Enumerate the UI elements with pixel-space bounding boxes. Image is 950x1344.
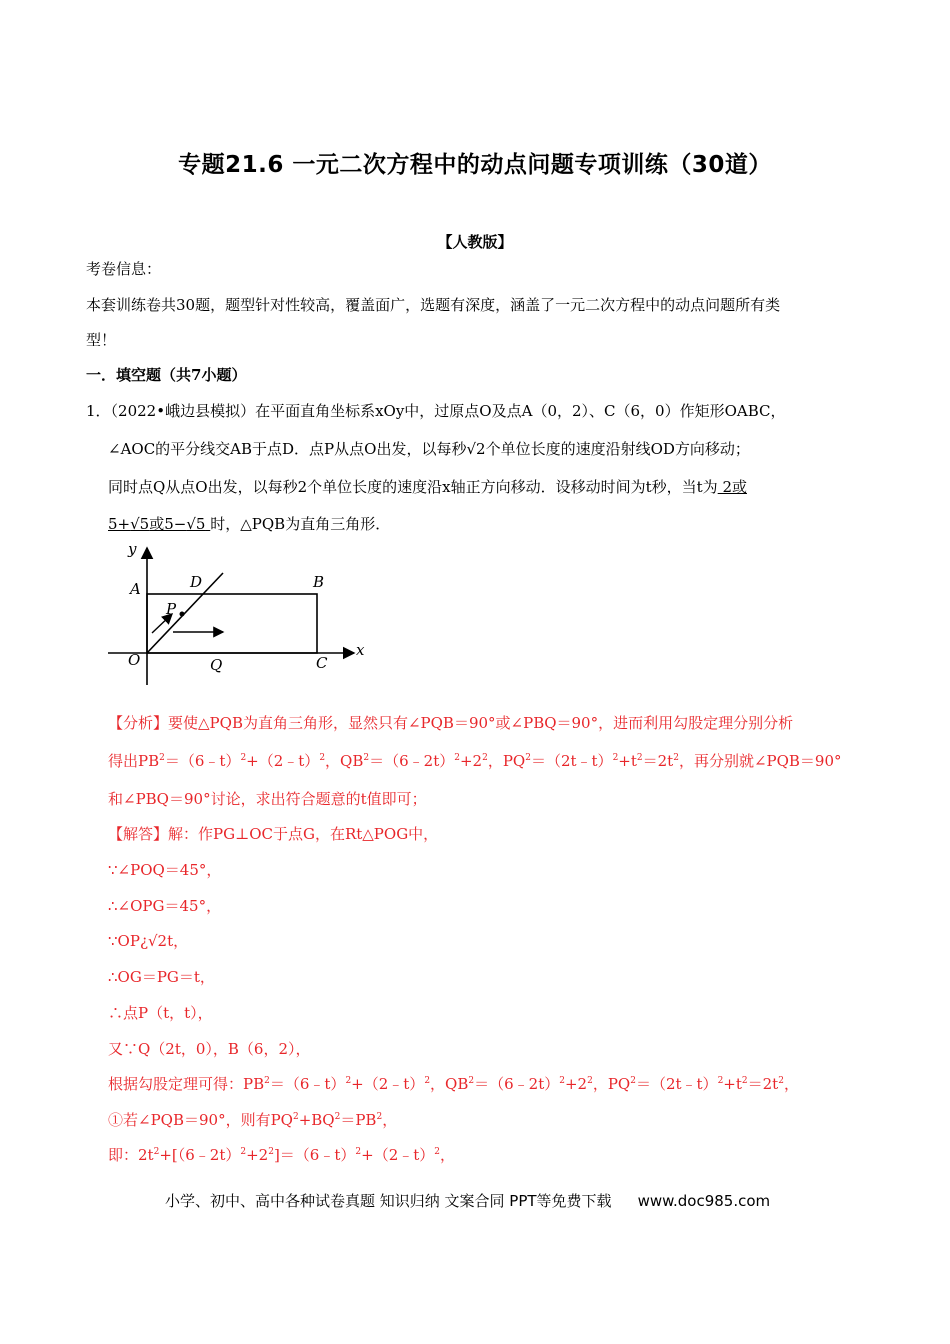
- question-source: （2022•峨边县模拟）: [110, 402, 256, 420]
- analysis-line-2: 得出$PB^2=(6﹣t)^2+(2﹣t)^2$，$QB^2=(6﹣2t)^2+2^2$，$PQ^2=(2t﹣t)^2+t^2=2t^2$，再分别就∠PQB＝90°: [108, 752, 842, 770]
- label-O: O: [128, 651, 141, 669]
- answer-blank-part-1: 2或: [717, 478, 747, 496]
- label-D: D: [190, 573, 203, 591]
- solution-line-4: ∵OP¿√2t，: [108, 932, 189, 950]
- page-footer: [165, 1190, 770, 1211]
- footer-text: 小学、初中、高中各种试卷真题 知识归纳 文案合同 PPT等免费下载: [165, 1192, 612, 1210]
- solution-line-8: 根据勾股定理可得：$PB^2=(6﹣t)^2+(2﹣t)^2$，$QB^2=(6﹣2t)^2+2^2$，$PQ^2=(2t﹣t)^2+t^2=2t^2$，: [108, 1075, 799, 1093]
- analysis-tag: 【分析】: [108, 714, 169, 732]
- intro-line-2: 型！: [86, 331, 117, 349]
- solution-line-1: 【解答】解：作PG⊥OC于点G，在Rt△POG中，: [108, 825, 439, 843]
- solution-line-6: ∴点P（t，t），: [108, 1004, 213, 1022]
- section-heading-fill-blank: 一．填空题（共7小题）: [86, 366, 247, 384]
- solution-line-7: 又∵Q（2t，0），B（6，2），: [108, 1040, 311, 1058]
- label-y: y: [128, 540, 137, 558]
- label-P: P: [166, 600, 177, 618]
- solution-tag: 【解答】: [108, 825, 169, 843]
- label-A: A: [130, 580, 141, 598]
- radical-sqrt2: √2: [466, 440, 486, 458]
- analysis-line-1: 【分析】要使△PQB为直角三角形，显然只有∠PQB＝90°或∠PBQ＝90°，进而利用勾股定理分别分析: [108, 714, 794, 732]
- question-text: 在平面直角坐标系xOy中，过原点O及点A（0，2）、C（6，0）作矩形OABC，: [255, 402, 786, 420]
- label-C: C: [316, 654, 328, 672]
- solution-line-10: 即：$2t^2+[(6﹣2t)^2+2^2]=(6﹣t)^2+(2﹣t)^2$，: [108, 1146, 456, 1164]
- question-1-line-2: ∠AOC的平分线交AB于点D．点P从点O出发，以每秒√2个单位长度的速度沿射线OD方向移动；: [108, 440, 750, 458]
- solution-line-9: ①若∠PQB＝90°，则有$PQ^2+BQ^2=PB^2$，: [108, 1111, 398, 1129]
- label-x: x: [356, 641, 365, 659]
- point-P: [180, 612, 185, 617]
- footer-site-link[interactable]: www.doc985.com: [637, 1192, 771, 1210]
- solution-line-2: ∵∠POQ＝45°，: [108, 861, 222, 879]
- question-number: 1．: [86, 402, 111, 420]
- question-1-line-4: 5+√5或5−√5 时，△PQB为直角三角形．: [108, 515, 391, 533]
- answer-blank-part-2: 5+√5或5−√5: [108, 515, 206, 533]
- coordinate-diagram: [100, 540, 370, 690]
- exam-info-label: 考卷信息：: [86, 260, 162, 278]
- question-1-line-1: [86, 401, 786, 421]
- ray-OD: [147, 573, 223, 653]
- solution-line-5: ∴OG＝PG＝t，: [108, 968, 215, 986]
- intro-line-1: 本套训练卷共30题，题型针对性较高，覆盖面广，选题有深度，涵盖了一元二次方程中的动点问题所有类: [86, 296, 781, 314]
- question-1-line-3: 同时点Q从点O出发，以每秒2个单位长度的速度沿x轴正方向移动．设移动时间为t秒，当t为 2或: [108, 478, 747, 496]
- label-B: B: [313, 573, 325, 591]
- label-Q: Q: [210, 656, 223, 674]
- analysis-line-3: 和∠PBQ＝90°讨论，求出符合题意的t值即可；: [108, 790, 427, 808]
- solution-line-3: ∴∠OPG＝45°，: [108, 897, 222, 915]
- edition-label: 【人教版】: [437, 233, 513, 251]
- document-title: 专题21.6 一元二次方程中的动点问题专项训练（30道）: [178, 152, 772, 178]
